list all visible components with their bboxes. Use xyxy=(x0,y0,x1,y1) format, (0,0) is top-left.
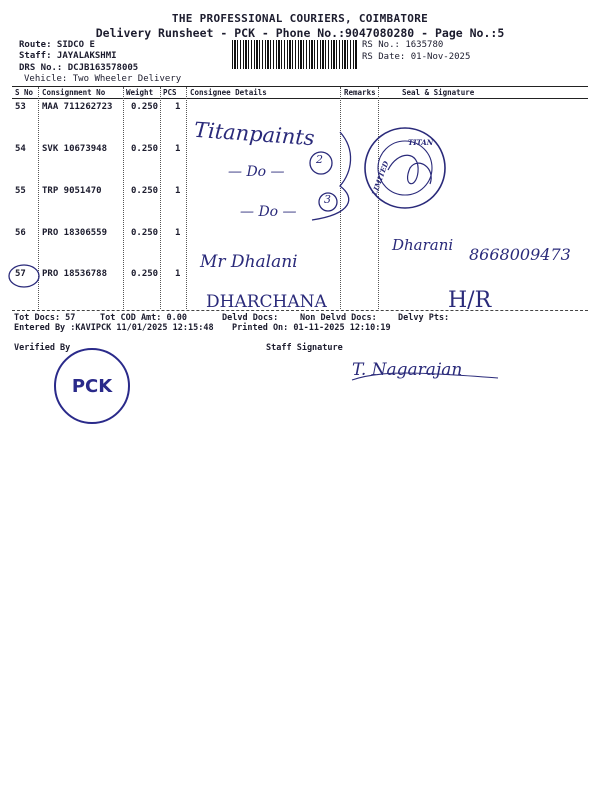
drs-label: DRS No.: DCJB163578005 xyxy=(19,63,139,73)
footer-rule xyxy=(12,310,588,311)
col-consignment: Consignment No xyxy=(42,88,106,97)
row-consignment: TRP 9051470 xyxy=(42,186,102,196)
row-pcs: 1 xyxy=(175,269,181,279)
total-cod: Tot COD Amt: 0.00 xyxy=(100,313,187,323)
handwriting-ditto-2: — Do — xyxy=(240,204,297,220)
row-pcs: 1 xyxy=(175,102,181,112)
staff-label: Staff: JAYALAKSHMI xyxy=(19,51,117,61)
handwriting-hr: H/R xyxy=(448,288,492,313)
non-delivered-docs: Non Delvd Docs: xyxy=(300,313,377,323)
row-consignment: PRO 18536788 xyxy=(42,269,108,279)
vehicle-label: Vehicle: Two Wheeler Delivery xyxy=(24,74,182,84)
row-weight: 0.250 xyxy=(131,144,159,154)
handwriting-mark-2: 2 xyxy=(316,153,323,166)
bracket-mark xyxy=(312,132,351,220)
handwriting-phone: 8668009473 xyxy=(469,245,571,264)
staff-signature-label: Staff Signature xyxy=(266,343,343,353)
col-sno: S No xyxy=(15,88,34,97)
row-sno: 57 xyxy=(15,269,26,279)
total-docs: Tot Docs: 57 xyxy=(14,313,76,323)
delivered-docs: Delvd Docs: xyxy=(222,313,279,323)
row-consignment: MAA 711262723 xyxy=(42,102,113,112)
company-title: THE PROFESSIONAL COURIERS, COIMBATORE xyxy=(171,12,429,25)
row-pcs: 1 xyxy=(175,144,181,154)
row-consignment: SVK 10673948 xyxy=(42,144,108,154)
col-remarks: Remarks xyxy=(344,88,376,97)
col-weight: Weight xyxy=(126,88,154,97)
seal-text: TITAN xyxy=(408,138,434,147)
col-consignee: Consignee Details xyxy=(190,88,267,97)
row-weight: 0.250 xyxy=(131,102,159,112)
rs-date: RS Date: 01-Nov-2025 xyxy=(362,52,471,62)
handwriting-titan: Titanpaints xyxy=(193,117,316,151)
col-pcs: PCS xyxy=(163,88,177,97)
handwriting-dharchana: DHARCHANA xyxy=(206,292,327,312)
route-label: Route: SIDCO E xyxy=(19,40,95,50)
row-weight: 0.250 xyxy=(131,186,159,196)
verified-by-label: Verified By xyxy=(14,343,71,353)
row-weight: 0.250 xyxy=(131,269,159,279)
printed-on: Printed On: 01-11-2025 12:10:19 xyxy=(232,323,391,333)
row-sno: 54 xyxy=(15,144,26,154)
seal-text-side: LIMITED xyxy=(369,159,391,197)
delivery-points: Delvy Pts: xyxy=(398,313,450,323)
col-seal: Seal & Signature xyxy=(402,88,475,97)
row-pcs: 1 xyxy=(175,186,181,196)
handwriting-dharani: Dharani xyxy=(392,236,454,254)
rs-number: RS No.: 1635780 xyxy=(362,40,444,50)
runsheet-subtitle: Delivery Runsheet - PCK - Phone No.:9047080280 - Page No.:5 xyxy=(95,26,505,40)
row-sno: 55 xyxy=(15,186,26,196)
handwriting-ditto-1: — Do — xyxy=(228,164,285,180)
circle-mark xyxy=(9,265,39,287)
seal-signature xyxy=(388,155,431,184)
pck-stamp-text: PCK xyxy=(71,375,113,397)
entered-by: Entered By :KAVIPCK 11/01/2025 12:15:48 xyxy=(14,323,214,333)
handwriting-mark-3: 3 xyxy=(324,193,331,206)
row-pcs: 1 xyxy=(175,228,181,238)
pck-stamp xyxy=(54,348,130,424)
row-weight: 0.250 xyxy=(131,228,159,238)
handwriting-staff-sign: T. Nagarajan xyxy=(352,360,463,380)
row-sno: 56 xyxy=(15,228,26,238)
handwriting-dhalani: Mr Dhalani xyxy=(200,252,298,272)
row-consignment: PRO 18306559 xyxy=(42,228,108,238)
row-sno: 53 xyxy=(15,102,26,112)
